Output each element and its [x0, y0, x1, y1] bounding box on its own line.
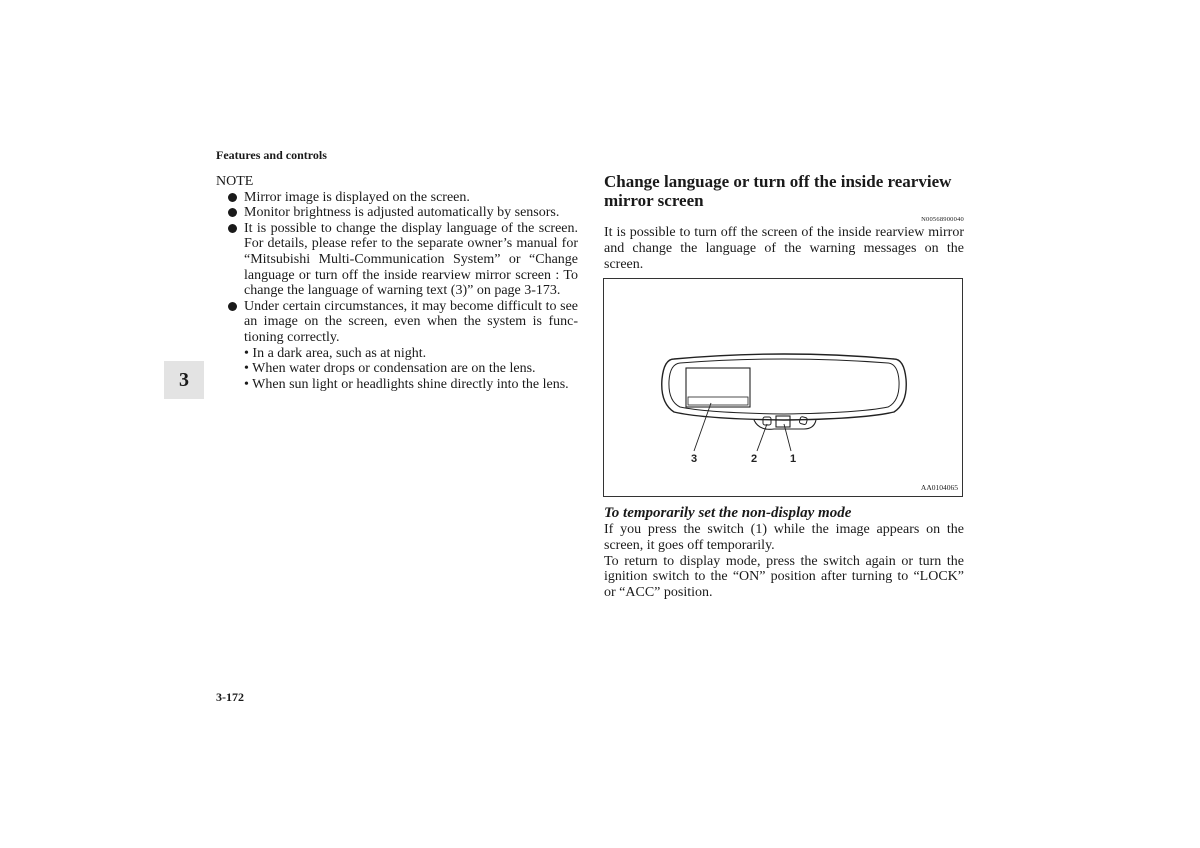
- note-sub-item: • When water drops or condensation are on the lens.: [244, 361, 536, 377]
- callout-label-1: 1: [790, 453, 797, 465]
- right-body: [604, 522, 964, 601]
- bullet-dot-icon: [228, 224, 237, 233]
- body-paragraph-2: To return to display mode, press the switch again or turn the ignition switch to the “ON” position after turning to “LOCK” or “ACC” position.: [604, 553, 964, 601]
- right-column: [604, 172, 964, 272]
- reference-code: N00568900040: [921, 216, 964, 223]
- note-bullet-text: Monitor brightness is adjusted automatically by sensors.: [244, 205, 560, 221]
- note-block: [216, 174, 578, 392]
- bullet-dot-icon: [228, 208, 237, 217]
- bullet-dot-icon: [228, 302, 237, 311]
- intro-paragraph: It is possible to turn off the screen of the inside rearview mirror and change the language of the warning messages on the screen.: [604, 225, 964, 272]
- bullet-dot-icon: [228, 193, 237, 202]
- chapter-tab: 3: [164, 361, 204, 399]
- mirror-figure: [603, 278, 963, 497]
- note-label: NOTE: [216, 174, 254, 189]
- subheading: To temporarily set the non-display mode: [604, 505, 852, 521]
- figure-code: AA0104065: [920, 483, 958, 492]
- note-sub-list: [216, 346, 578, 393]
- callout-label-3: 3: [691, 453, 698, 465]
- note-bullet-text: Under certain circumstances, it may become difficult to see an image on the screen, even when the system is func-tioning correctly.: [244, 298, 578, 345]
- leader-line-1: [784, 424, 791, 451]
- body-paragraph-1: If you press the switch (1) while the image appears on the screen, it goes off temporarily.: [604, 522, 964, 553]
- note-sub-item: • When sun light or headlights shine directly into the lens.: [244, 376, 569, 392]
- note-sub-item: • In a dark area, such as at night.: [244, 345, 427, 361]
- note-bullet: [216, 299, 578, 346]
- note-bullet: [216, 190, 578, 206]
- section-heading: Change language or turn off the inside rearview mirror screen: [604, 172, 952, 210]
- note-bullet-list: [216, 190, 578, 346]
- page-number: 3-172: [216, 690, 244, 704]
- note-bullet: [216, 221, 578, 299]
- callout-label-2: 2: [751, 453, 758, 465]
- mirror-screen: [686, 368, 750, 407]
- section-header: Features and controls: [216, 148, 327, 162]
- note-bullet-text: It is possible to change the display language of the screen. For details, please refer to the separate owner’s manual for “Mitsubishi Multi-Communication System” or “Change language or turn off the inside rearview mirror screen : To change the language of warning text (3)” on page 3-173.: [244, 220, 578, 299]
- mirror-diagram: [604, 279, 964, 498]
- note-bullet: [216, 205, 578, 221]
- note-bullet-text: Mirror image is displayed on the screen.: [244, 189, 470, 205]
